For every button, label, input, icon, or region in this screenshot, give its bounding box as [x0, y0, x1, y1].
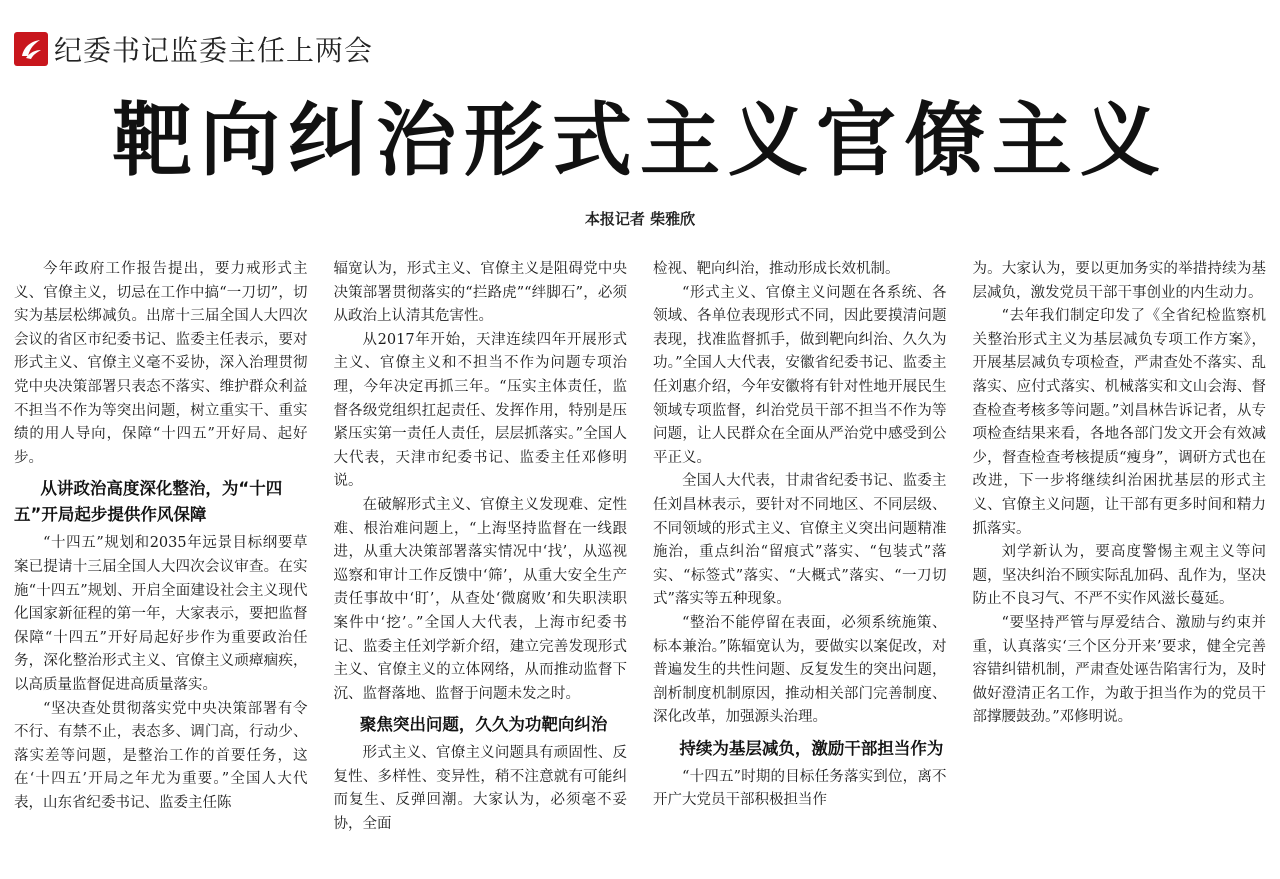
paragraph: “形式主义、官僚主义问题在各系统、各领域、各单位表现形式不同，因此要摸清问题表现，找准监督抓手，做到靶向纠治、久久为功。”全国人大代表，安徽省纪委书记、监委主任刘惠介绍，今年安徽将有针对性地开展民生领域专项监督，纠治党员干部不担当不作为等问题，让人民群众在全面从严治党中感受到公平正义。 [653, 284, 947, 466]
column-3 [653, 258, 947, 874]
paragraph: 在破解形式主义、官僚主义发现难、定性难、根治难问题上，“上海坚持监督在一线跟进，从重大决策部署落实情况中‘找’，从巡视巡察和审计工作反馈中‘筛’，从重大安全生产责任事故中‘盯’，从查处‘微腐败’和失职渎职案件中‘挖’。”全国人大代表，上海市纪委书记、监委主任刘学新介绍，建立完善发现形式主义、官僚主义的立体网络，从而推动监督下沉、监督落地、监督于问题未发之时。 [333, 496, 627, 702]
article-body [14, 258, 1266, 874]
paragraph: 辐宽认为，形式主义、官僚主义是阻碍党中央决策部署贯彻落实的“拦路虎”“绊脚石”，必须从政治上认清其危害性。 [333, 261, 627, 325]
subheading: 聚焦突出问题，久久为功靶向纠治 [359, 715, 608, 735]
paragraph: 形式主义、官僚主义问题具有顽固性、反复性、多样性、变异性，稍不注意就有可能纠而复生、反弹回潮。大家认为，必须毫不妥协，全面 [333, 745, 627, 833]
subheading: 从讲政治高度深化整治，为“十四五”开局起步提供作风保障 [14, 479, 283, 525]
section-header [14, 30, 373, 68]
paragraph: 今年政府工作报告提出，要力戒形式主义、官僚主义，切忌在工作中搞“一刀切”，切实为基层松绑减负。出席十三届全国人大四次会议的省区市纪委书记、监委主任表示，要对形式主义、官僚主义毫不妥协，深入治理贯彻党中央决策部署只表态不落实、维护群众利益不担当不作为等突出问题，树立重实干、重实绩的用人导向，保障“十四五”开好局、起好步。 [14, 261, 308, 466]
paragraph: “要坚持严管与厚爱结合、激励与约束并重，认真落实‘三个区分开来’要求，健全完善容错纠错机制，严肃查处诬告陷害行为，及时做好澄清正名工作，为敢于担当作为的党员干部撑腰鼓劲。”邓修明说。 [972, 614, 1266, 726]
section-name: 纪委书记监委主任上两会 [54, 34, 374, 67]
paragraph: 全国人大代表，甘肃省纪委书记、监委主任刘昌林表示，要针对不同地区、不同层级、不同领域的形式主义、官僚主义突出问题精准施治，重点纠治“留痕式”落实、“包装式”落实、“标签式”落实、“大概式”落实、“一刀切式”落实等五种现象。 [653, 473, 947, 608]
paragraph: 从2017年开始，天津连续四年开展形式主义、官僚主义和不担当不作为问题专项治理，今年决定再抓三年。“压实主体责任，监督各级党组织扛起责任、发挥作用，特别是压紧压实第一责任人责任，层层抓落实。”全国人大代表，天津市纪委书记、监委主任邓修明说。 [333, 331, 627, 490]
byline: 本报记者 柴雅欣 [584, 210, 696, 228]
swirl-logo-icon [14, 32, 48, 66]
paragraph: 检视、靶向纠治，推动形成长效机制。 [653, 261, 900, 277]
paragraph: “坚决查处贯彻落实党中央决策部署有令不行、有禁不止，表态多、调门高，行动少、落实差等问题，是整治工作的首要任务，这在‘十四五’开局之年尤为重要。”全国人大代表，山东省纪委书记、监委主任陈 [14, 700, 308, 811]
paragraph: “去年我们制定印发了《全省纪检监察机关整治形式主义为基层减负专项工作方案》，开展基层减负专项检查，严肃查处不落实、乱落实、应付式落实、机械落实和文山会海、督查检查考核多等问题。”刘昌林告诉记者，从专项检查结果来看，各地各部门发文开会有效减少，督查检查考核提质“瘦身”，调研方式也在改进，下一步将继续纠治困扰基层的形式主义、官僚主义问题，让干部有更多时间和精力抓落实。 [972, 308, 1266, 537]
subheading: 持续为基层减负，激励干部担当作为 [679, 738, 944, 758]
article-title: 靶向纠治形式主义官僚主义 [112, 94, 1168, 187]
paragraph: “整治不能停留在表面，必须系统施策、标本兼治。”陈辐宽认为，要做实以案促改，对普遍发生的共性问题、反复发生的突出问题，剖析制度机制原因，推动相关部门完善制度、深化改革，加强源头治理。 [653, 614, 947, 726]
paragraph: 为。大家认为，要以更加务实的举措持续为基层减负，激发党员干部干事创业的内生动力。 [972, 261, 1266, 301]
column-4 [973, 258, 1267, 874]
column-1 [14, 258, 308, 874]
paragraph: “十四五”时期的目标任务落实到位，离不开广大党员干部积极担当作 [653, 768, 947, 809]
column-2 [334, 258, 628, 874]
paragraph: “十四五”规划和2035年远景目标纲要草案已提请十三届全国人大四次会议审查。在实施“十四五”规划、开启全面建设社会主义现代化国家新征程的第一年，大家表示，要把监督保障“十四五”开好局起好步作为重要政治任务，深化整治形式主义、官僚主义顽瘴痼疾，以高质量监督促进高质量落实。 [14, 535, 308, 693]
paragraph: 刘学新认为，要高度警惕主观主义等问题，坚决纠治不顾实际乱加码、乱作为，坚决防止不良习气、不严不实作风滋长蔓延。 [972, 544, 1266, 608]
